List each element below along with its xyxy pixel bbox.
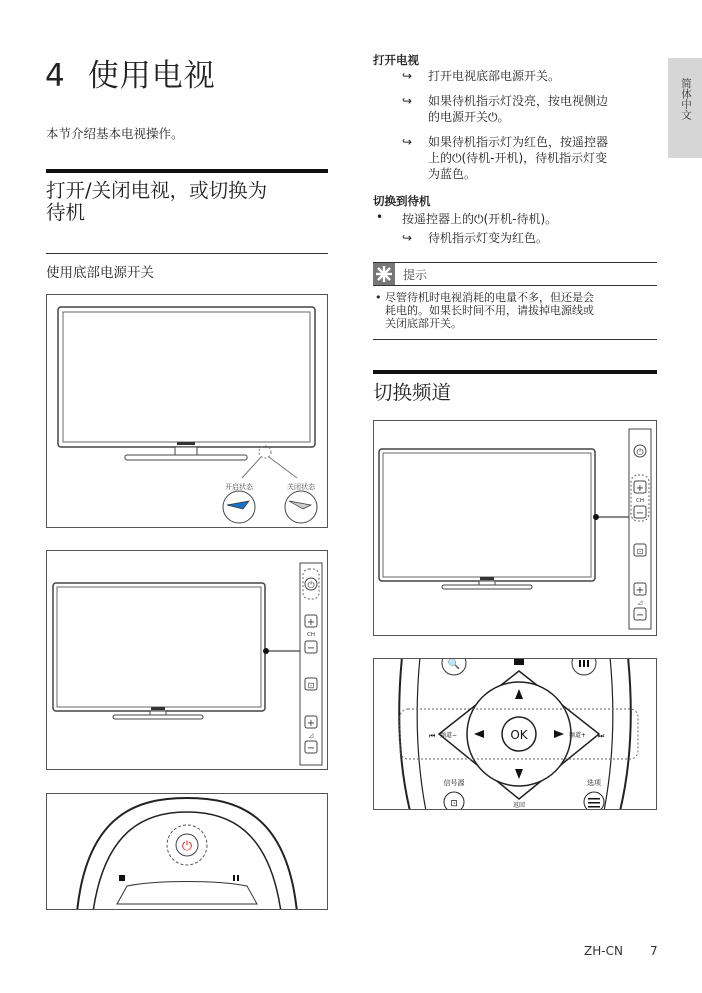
tv-ch-minus-button: − xyxy=(306,643,316,654)
list-item-line: 的电源开关⏻。 xyxy=(428,110,510,124)
section-title-channels: 切换频道 xyxy=(373,381,452,404)
language-tab-text: 简体中文 xyxy=(680,78,692,120)
tv-source-button: ⊡ xyxy=(636,547,644,556)
tip-label: 提示 xyxy=(403,268,428,282)
section-title-line: 打开/关闭电视，或切换为 xyxy=(46,179,268,202)
tv-side-illustration xyxy=(47,551,327,769)
tv-power-icon: ⏻ xyxy=(307,581,315,591)
home-icon xyxy=(514,659,524,665)
tip-header xyxy=(373,263,657,286)
language-tab xyxy=(668,58,702,158)
source-label: 信号源 xyxy=(443,779,465,787)
section-title-line: 待机 xyxy=(46,201,86,224)
intro-text: 本节介绍基本电视操作。 xyxy=(46,126,184,141)
pause-icon xyxy=(233,875,235,881)
options-label: 选项 xyxy=(587,779,601,787)
menu-icon xyxy=(579,660,581,667)
chapter-title xyxy=(45,50,216,95)
subsection-rule xyxy=(46,253,328,254)
section-title-on-off xyxy=(46,180,267,224)
standby-step: 按遥控器上的⏻(开机-待机)。 xyxy=(402,212,558,226)
list-item-line: 如果待机指示灯没亮，按电视侧边 xyxy=(428,94,609,108)
tip-star-icon xyxy=(373,263,395,285)
tv-vol-plus-button: + xyxy=(306,718,316,729)
tv-vol-minus-button: − xyxy=(306,743,316,754)
search-icon: 🔍 xyxy=(447,659,461,670)
heading-to-standby: 切换到待机 xyxy=(373,194,431,208)
bullet: • xyxy=(375,291,382,304)
list-item-text xyxy=(428,134,608,182)
page-number: 7 xyxy=(650,944,658,958)
tip-line: 耗电的。如果长时间不用，请拔掉电源线或 xyxy=(385,304,594,317)
bullet: • xyxy=(376,210,384,224)
figure-remote-nav xyxy=(373,658,657,810)
remote-nav-illustration xyxy=(374,659,656,809)
label-on-state: 开启状态 xyxy=(225,483,253,491)
figure-remote-power xyxy=(46,793,328,910)
tv-source-button: ⊡ xyxy=(307,681,315,690)
tv-ch-minus-button: − xyxy=(635,508,645,519)
tv-ch-plus-button: + xyxy=(306,617,316,628)
tv-ch-label: CH xyxy=(636,498,644,504)
subsection-title: 使用底部电源开关 xyxy=(46,265,154,281)
heading-turn-on: 打开电视 xyxy=(373,53,419,67)
list-item-line: 为蓝色。 xyxy=(428,167,477,181)
tv-ch-label: CH xyxy=(307,632,315,638)
footer-lang: ZH-CN xyxy=(584,944,623,958)
result-arrow-icon: ↪ xyxy=(402,69,413,83)
ch-plus-label: 频道+ xyxy=(569,732,587,739)
figure-channel-tv xyxy=(373,420,657,636)
figure-side-buttons xyxy=(46,550,328,770)
section-rule xyxy=(46,169,328,173)
tv-channel-illustration xyxy=(374,421,656,635)
list-item-text: 打开电视底部电源开关。 xyxy=(428,69,561,83)
result-arrow-icon: ↪ xyxy=(402,231,413,245)
source-icon: ⊡ xyxy=(450,799,458,809)
tv-vol-icon: ◿ xyxy=(308,732,314,739)
result-arrow-icon: ↪ xyxy=(402,135,413,149)
ch-minus-label: 频道− xyxy=(440,732,458,739)
tip-line: 尽管待机时电视消耗的电量不多，但还是会 xyxy=(385,291,594,304)
tip-text xyxy=(385,291,649,330)
tv-vol-minus-button: − xyxy=(635,610,645,621)
list-item-line: 上的⏻(待机-开机)，待机指示灯变 xyxy=(428,151,608,165)
tv-ch-plus-button: + xyxy=(635,483,645,494)
list-item-text: 待机指示灯变为红色。 xyxy=(428,231,549,245)
stop-icon xyxy=(119,875,125,881)
tip-line: 关闭底部开关。 xyxy=(385,317,462,330)
list-item xyxy=(402,68,662,86)
section-rule xyxy=(373,370,657,374)
list-item xyxy=(402,93,662,127)
list-item xyxy=(402,230,662,248)
chapter-title-text: 使用电视 xyxy=(87,58,216,94)
next-icon: ⏭ xyxy=(598,732,605,740)
tv-power-icon: ⏻ xyxy=(636,448,644,458)
result-arrow-icon: ↪ xyxy=(402,94,413,108)
list-item-text xyxy=(428,93,608,125)
list-item xyxy=(402,134,662,184)
tv-vol-plus-button: + xyxy=(635,585,645,596)
label-off-state: 关闭状态 xyxy=(287,483,315,491)
list-item-line: 如果待机指示灯为红色，按遥控器 xyxy=(428,135,609,149)
chapter-number: 4 xyxy=(45,58,66,94)
back-label: 返回 xyxy=(512,802,526,809)
tv-vol-icon: ◿ xyxy=(637,599,643,606)
tv-front-illustration xyxy=(47,295,327,527)
figure-bottom-switch xyxy=(46,294,328,528)
list-icon xyxy=(588,798,600,800)
prev-icon: ⏮ xyxy=(429,732,436,740)
remote-power-icon: ⏻ xyxy=(181,839,193,854)
ok-button: OK xyxy=(510,728,528,742)
remote-top-illustration xyxy=(47,794,327,909)
tip-box xyxy=(373,262,657,340)
